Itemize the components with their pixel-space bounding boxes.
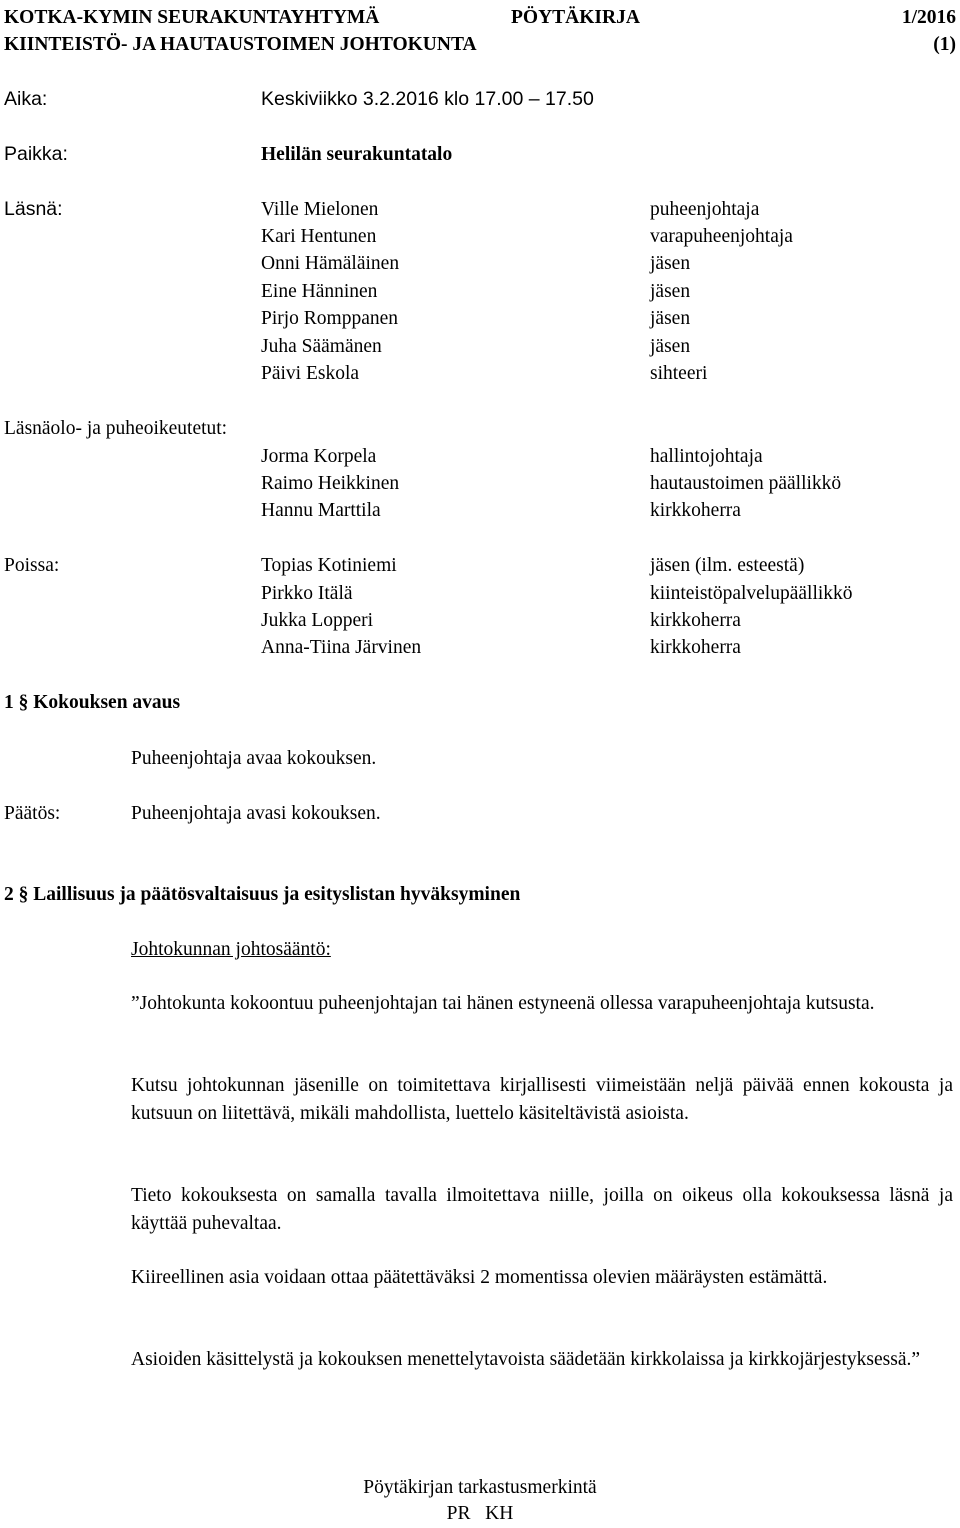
- attendee-name: Eine Hänninen: [261, 281, 378, 302]
- attendee-role: jäsen: [650, 308, 691, 329]
- entitled-role: hallintojohtaja: [650, 446, 763, 467]
- present-label: Läsnä:: [4, 198, 63, 220]
- paragraph: Kutsu johtokunnan jäsenille on toimitettava kirjallisesti viimeistään neljä päivää ennen kokousta ja kutsuun on liitettävä, mikäli mahdollista, luettelo käsiteltävistä asioista.: [131, 1075, 953, 1124]
- time-value: Keskiviikko 3.2.2016 klo 17.00 – 17.50: [261, 88, 594, 110]
- place-value: Helilän seurakuntatalo: [261, 144, 453, 165]
- section-proposal: Puheenjohtaja avaa kokouksen.: [131, 748, 377, 769]
- entitled-name: Raimo Heikkinen: [261, 473, 400, 494]
- absent-role: jäsen (ilm. esteestä): [650, 555, 805, 576]
- decision-label: Päätös:: [4, 803, 61, 824]
- entitled-role: hautaustoimen päällikkö: [650, 473, 842, 494]
- page-number: (1): [933, 34, 956, 55]
- entitled-name: Hannu Marttila: [261, 500, 381, 521]
- document-type: PÖYTÄKIRJA: [511, 7, 640, 28]
- section-heading: 2 § Laillisuus ja päätösvaltaisuus ja esityslistan hyväksyminen: [4, 884, 521, 905]
- attendee-name: Pirjo Romppanen: [261, 308, 399, 329]
- paragraph: Tieto kokouksesta on samalla tavalla ilmoitettava niille, joilla on oikeus olla kokouksessa läsnä ja käyttää puhevaltaa.: [131, 1185, 953, 1234]
- absent-name: Pirkko Itälä: [261, 583, 353, 604]
- time-label: Aika:: [4, 88, 48, 110]
- attendee-name: Päivi Eskola: [261, 363, 360, 384]
- paragraph: ”Johtokunta kokoontuu puheenjohtajan tai hänen estyneenä ollessa varapuheenjohtaja kutsusta.: [131, 993, 875, 1014]
- absent-name: Anna-Tiina Järvinen: [261, 637, 422, 658]
- entitled-name: Jorma Korpela: [261, 446, 377, 467]
- absent-name: Jukka Lopperi: [261, 610, 374, 631]
- committee-name: KIINTEISTÖ- JA HAUTAUSTOIMEN JOHTOKUNTA: [4, 34, 477, 55]
- entitled-role: kirkkoherra: [650, 500, 741, 521]
- absent-name: Topias Kotiniemi: [261, 555, 397, 576]
- place-label: Paikka:: [4, 143, 68, 165]
- paragraph: Asioiden käsittelystä ja kokouksen menettelytavoista säädetään kirkkolaissa ja kirkkojärjestyksessä.”: [131, 1349, 920, 1370]
- paragraph: Kiireellinen asia voidaan ottaa päätettäväksi 2 momentissa olevien määräysten estämättä.: [131, 1267, 828, 1288]
- absent-role: kiinteistöpalvelupäällikkö: [650, 583, 853, 604]
- attendee-role: jäsen: [650, 253, 691, 274]
- attendee-role: jäsen: [650, 336, 691, 357]
- organization-name: KOTKA-KYMIN SEURAKUNTAYHTYMÄ: [4, 7, 380, 28]
- entitled-label: Läsnäolo- ja puheoikeutetut:: [4, 418, 228, 439]
- absent-role: kirkkoherra: [650, 637, 741, 658]
- attendee-name: Onni Hämäläinen: [261, 253, 400, 274]
- attendee-name: Juha Säämänen: [261, 336, 382, 357]
- document-number: 1/2016: [901, 7, 956, 28]
- absent-role: kirkkoherra: [650, 610, 741, 631]
- section-heading: 1 § Kokouksen avaus: [4, 692, 181, 713]
- attendee-role: sihteeri: [650, 363, 708, 384]
- attendee-role: puheenjohtaja: [650, 199, 760, 220]
- attendee-name: Ville Mielonen: [261, 199, 379, 220]
- absent-label: Poissa:: [4, 555, 60, 576]
- decision-text: Puheenjohtaja avasi kokouksen.: [131, 803, 381, 824]
- attendee-role: jäsen: [650, 281, 691, 302]
- attendee-name: Kari Hentunen: [261, 226, 377, 247]
- footer-initials: PR KH: [446, 1503, 514, 1524]
- attendee-role: varapuheenjohtaja: [650, 226, 793, 247]
- footer-label: Pöytäkirjan tarkastusmerkintä: [363, 1477, 597, 1498]
- section-subheading: Johtokunnan johtosääntö:: [131, 939, 331, 960]
